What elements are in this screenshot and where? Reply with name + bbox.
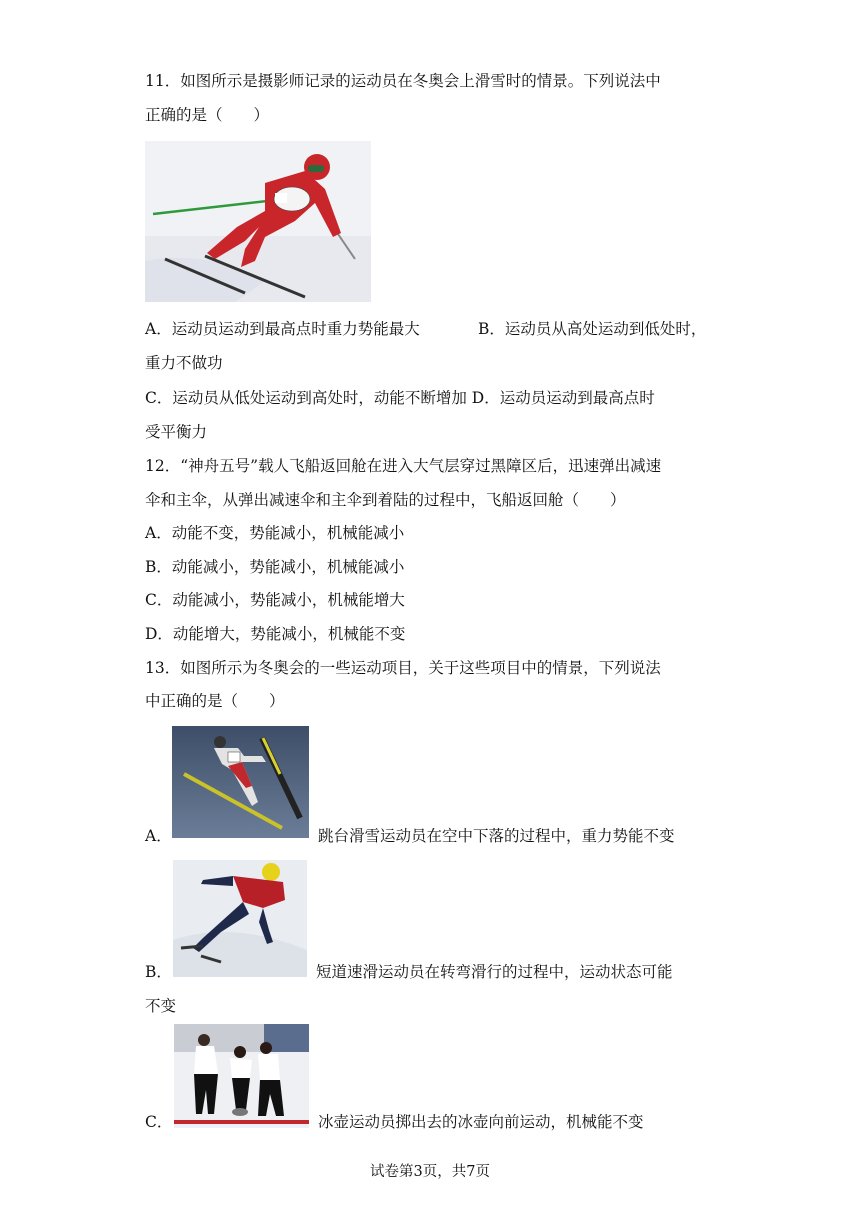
- q11-option-a: A．运动员运动到最高点时重力势能最大: [145, 320, 420, 338]
- q13-option-b-cont: 不变: [145, 997, 177, 1015]
- q13-stem-line2: 中正确的是（ ）: [145, 692, 285, 710]
- q12-stem-line2: 伞和主伞，从弹出减速伞和主伞到着陆的过程中，飞船返回舱（ ）: [145, 491, 626, 509]
- q12-stem-line1: 12．“神舟五号”载人飞船返回舱在进入大气层穿过黑障区后，迅速弹出减速: [145, 457, 662, 475]
- q11-option-d-cont: 受平衡力: [145, 423, 208, 441]
- q11-alpine-skier-photo: [145, 141, 371, 302]
- q13-option-c-letter: C．: [145, 1113, 173, 1131]
- q13-option-a-text: 跳台滑雪运动员在空中下落的过程中，重力势能不变: [318, 827, 675, 845]
- q12-option-c: C．动能减小，势能减小，机械能增大: [145, 591, 405, 609]
- q11-option-b: B．运动员从高处运动到低处时，: [478, 320, 707, 338]
- q13-ski-jump-photo: [172, 726, 309, 838]
- q12-option-d: D．动能增大，势能减小，机械能不变: [145, 625, 406, 643]
- q13-curling-photo: [174, 1024, 309, 1128]
- q13-option-c-text: 冰壶运动员掷出去的冰壶向前运动，机械能不变: [318, 1113, 644, 1131]
- q11-stem-line2: 正确的是（ ）: [145, 106, 270, 124]
- q13-stem-line1: 13．如图所示为冬奥会的一些运动项目，关于这些项目中的情景，下列说法: [145, 659, 661, 677]
- q11-stem-line1: 11．如图所示是摄影师记录的运动员在冬奥会上滑雪时的情景。下列说法中: [145, 72, 661, 90]
- q13-short-track-photo: [173, 860, 307, 977]
- q13-option-b-text: 短道速滑运动员在转弯滑行的过程中，运动状态可能: [316, 963, 673, 981]
- q12-option-b: B．动能减小，势能减小，机械能减小: [145, 558, 405, 576]
- q11-option-b-cont: 重力不做功: [145, 354, 223, 372]
- q13-option-a-letter: A．: [145, 827, 172, 845]
- page-footer: 试卷第3页，共7页: [370, 1164, 490, 1180]
- q11-option-c-d: C．运动员从低处运动到高处时，动能不断增加 D．运动员运动到最高点时: [145, 389, 655, 407]
- q13-option-b-letter: B．: [145, 963, 172, 981]
- q12-option-a: A．动能不变，势能减小，机械能减小: [145, 524, 405, 542]
